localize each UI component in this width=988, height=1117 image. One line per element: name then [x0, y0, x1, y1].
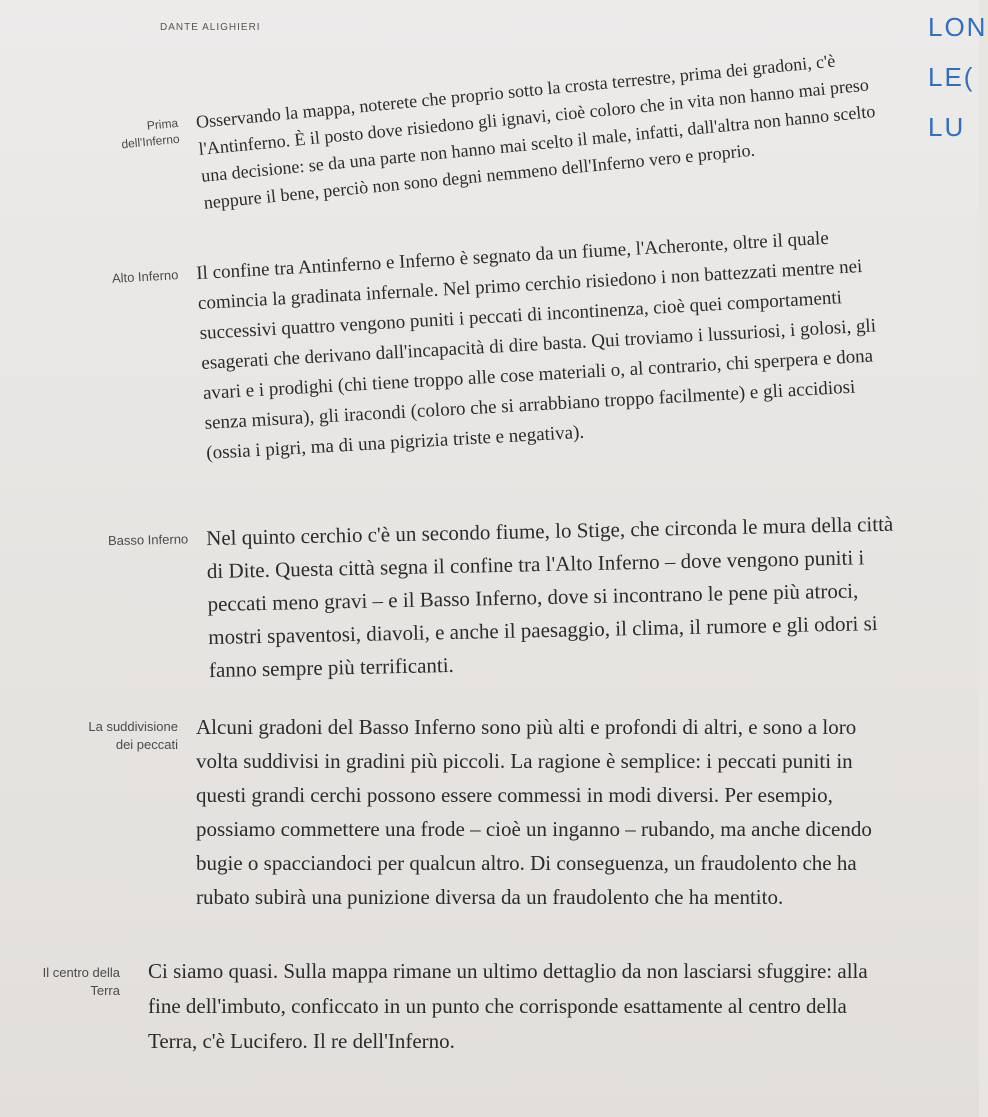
section-label	[20, 718, 178, 753]
section-label-line: Basso Inferno	[107, 531, 189, 549]
edge-fragment: LE(	[928, 62, 975, 92]
edge-fragment: LU	[928, 112, 966, 142]
section-text	[148, 954, 888, 1059]
paragraph: Alcuni gradoni del Basso Inferno sono più alti e profondi di altri, e sono a loro volta suddivisi in gradini più piccoli. La ragione è semplice: i peccati puniti in questi grandi cerchi possono essere commessi in modi diversi. Per esempio, possiamo commettere una frode – cioè un inganno – rubando, ma anche dicendo bugie o spacciandoci per qualcun altro. Di conseguenza, un fraudolento che ha rubato subirà una punizione diversa da un fraudolento che ha mentito.	[196, 715, 872, 909]
section-label-line: Alto Inferno	[111, 267, 179, 286]
section-label-line: Terra	[90, 982, 120, 998]
edge-fragment: LON	[928, 12, 988, 42]
section-label	[0, 964, 120, 999]
section-text	[196, 220, 907, 469]
paragraph: Il confine tra Antinferno e Inferno è segnato da un fiume, l'Acheronte, oltre il quale comincia la gradinata infernale. Nel primo cerchio risiedono i non battezzati mentre nei successivi quattro vengono puniti i peccati di incontinenza, cioè quei comportamenti esagerati che derivano dall'incapacità di dire basta. Qui troviamo i lussuriosi, i golosi, gli avari e i prodighi (chi tiene troppo alle cose materiali o, al contrario, chi sperpera e dona senza misura), gli iracondi (coloro che si arrabbiano troppo facilmente) e gli accidiosi (ossia i pigri, ma di una pigrizia triste e negativa).	[195, 227, 877, 464]
section-label	[20, 115, 180, 162]
section-label-line: La suddivisione	[88, 719, 178, 734]
paragraph: Osservando la mappa, noterete che proprio sotto la crosta terrestre, prima dei gradoni, c'è l'Antinferno. È il posto dove risiedono gli ignavi, cioè coloro che in vita non hanno mai preso una decisione: se da una parte non hanno mai scelto il male, infatti, dall'altra non hanno scelto neppure il bene, perciò non sono degni nemmeno dell'Inferno vero e proprio.	[195, 50, 877, 213]
section-label-line: dell'Inferno	[120, 131, 181, 152]
paragraph: Nel quinto cerchio c'è un secondo fiume, lo Stige, che circonda le mura della città di Dite. Questa città segna il confine tra l'Alto Inferno – dove vengono puniti i peccati meno gravi – e il Basso Inferno, dove si incontrano le pene più atroci, mostri spaventosi, diavoli, e anche il paesaggio, il clima, il rumore e gli odori si fanno sempre più terrificanti.	[205, 511, 894, 683]
section-text	[206, 508, 899, 687]
section-label-line: dei peccati	[115, 736, 178, 752]
section-text	[196, 710, 901, 914]
paragraph: Ci siamo quasi. Sulla mappa rimane un ultimo dettaglio da non lasciarsi sfuggire: alla fine dell'imbuto, conficcato in un punto che corrisponde esattamente al centro della Terra, c'è Lucifero. Il re dell'Inferno.	[148, 959, 868, 1053]
section-label	[20, 266, 179, 292]
section-label-line: Il centro della	[42, 965, 120, 980]
running-head: DANTE ALIGHIERI	[160, 22, 261, 33]
section-text	[195, 42, 902, 217]
section-label-line: Prima	[146, 115, 179, 133]
section-label	[20, 530, 188, 551]
